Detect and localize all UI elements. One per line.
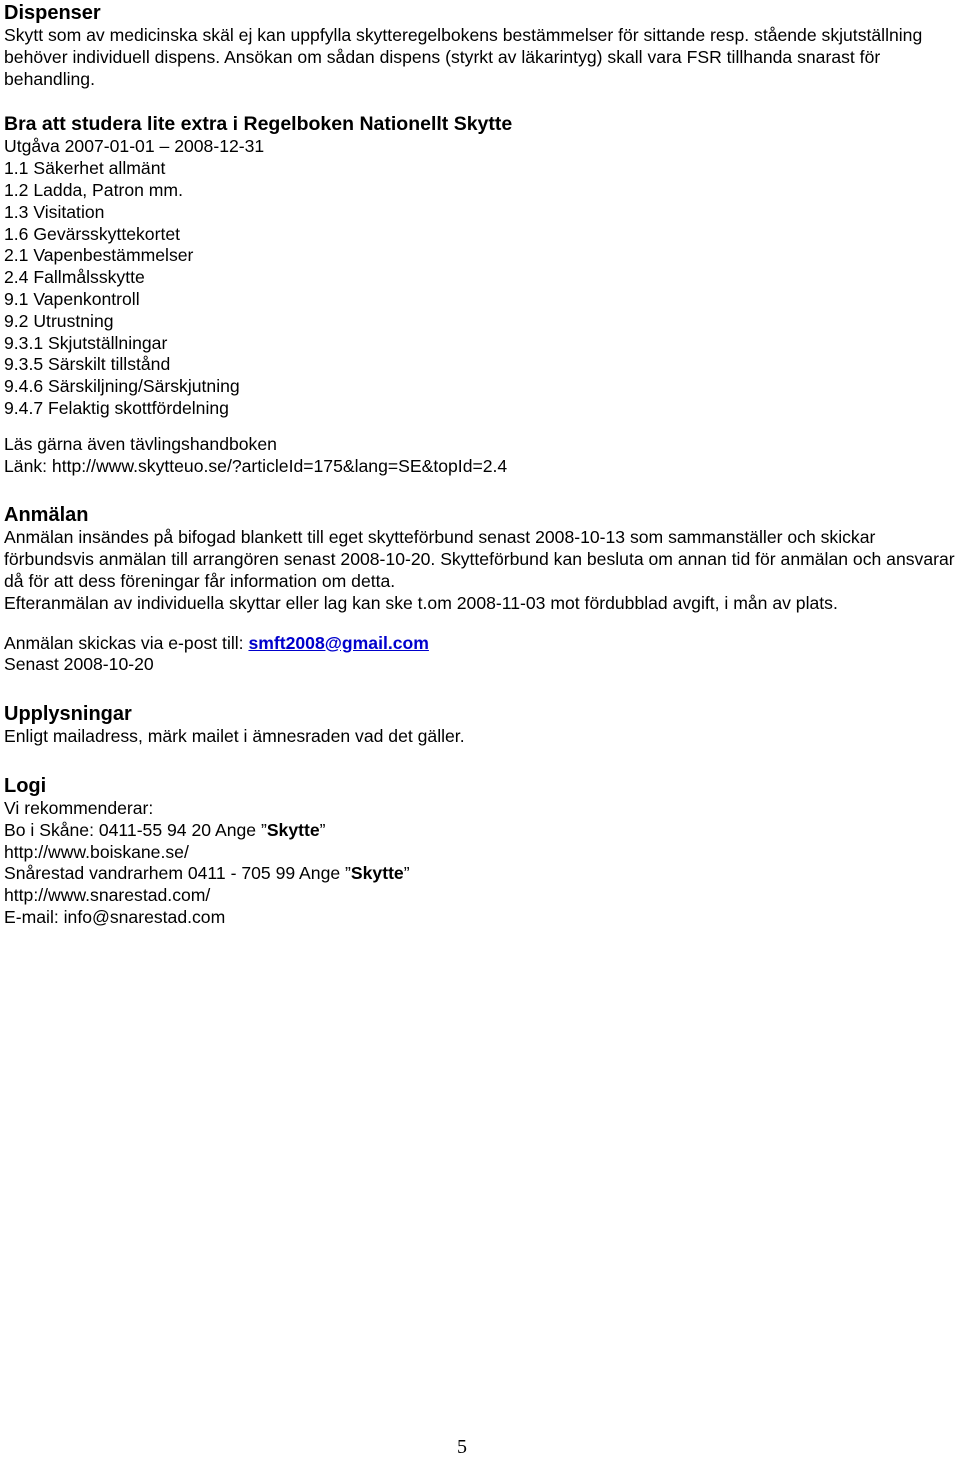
logi-line-1-keyword: Skytte <box>266 819 320 840</box>
logi-email: E-mail: info@snarestad.com <box>4 906 226 927</box>
logi-line-2-keyword: Skytte <box>350 863 404 884</box>
study-list-item: 2.4 Fallmålsskytte <box>4 267 145 288</box>
upplysningar-heading: Upplysningar <box>4 703 132 726</box>
study-list <box>4 158 956 420</box>
logi-line-2 <box>4 863 956 885</box>
study-list-item: 1.3 Visitation <box>4 201 105 222</box>
study-section <box>4 112 956 477</box>
study-list-item: 2.1 Vapenbestämmelser <box>4 245 194 266</box>
email-link[interactable]: smft2008@gmail.com <box>248 632 429 653</box>
dispenser-heading: Dispenser <box>4 2 101 24</box>
anmalan-heading: Anmälan <box>4 504 89 527</box>
logi-line-1 <box>4 820 956 842</box>
email-prefix: Anmälan skickas via e-post till: <box>4 632 249 653</box>
page-number-text: 5 <box>457 1436 467 1458</box>
study-list-item: 1.6 Gevärsskyttekortet <box>4 223 181 244</box>
upplysningar-section <box>4 702 956 748</box>
study-list-item: 9.4.7 Felaktig skottfördelning <box>4 397 229 418</box>
logi-line-1-quote: ” <box>319 819 326 840</box>
dispenser-text: Skytt som av medicinska skäl ej kan uppfylla skytteregelbokens bestämmelser för sittande resp. stående skjutställning behöver individuell dispens. Ansökan om sådan dispens (styrkt av läkarintyg) skall vara FSR tillhanda snarast för behandling. <box>4 25 923 89</box>
logi-intro: Vi rekommenderar: <box>4 797 154 818</box>
deadline-text: Senast 2008-10-20 <box>4 654 154 675</box>
study-list-item: 9.4.6 Särskiljning/Särskjutning <box>4 376 240 397</box>
study-list-item: 1.2 Ladda, Patron mm. <box>4 179 183 200</box>
also-read-text: Läs gärna även tävlingshandboken <box>4 433 277 454</box>
logi-url-1: http://www.boiskane.se/ <box>4 841 189 862</box>
anmalan-text: Anmälan insändes på bifogad blankett till eget skytteförbund senast 2008-10-13 som sammanställer och skickar förbundsvis anmälan till arrangören senast 2008-10-20. Skytteförbund kan besluta om annan tid för anmälan och ansvarar då för att dess föreningar får information om detta. <box>4 527 955 591</box>
logi-section <box>4 774 956 929</box>
study-list-item: 9.3.1 Skjutställningar <box>4 332 168 353</box>
dispenser-section <box>4 1 956 90</box>
logi-line-2-quote: ” <box>403 863 410 884</box>
study-list-item: 9.1 Vapenkontroll <box>4 288 140 309</box>
email-line <box>4 633 956 655</box>
logi-url-2: http://www.snarestad.com/ <box>4 885 211 906</box>
document-page <box>4 0 956 929</box>
anmalan-section <box>4 503 956 676</box>
logi-line-1-text: Bo i Skåne: 0411-55 94 20 Ange ” <box>4 819 267 840</box>
study-edition: Utgåva 2007-01-01 – 2008-12-31 <box>4 136 265 157</box>
study-list-item: 9.2 Utrustning <box>4 310 114 331</box>
study-list-item: 9.3.5 Särskilt tillstånd <box>4 354 171 375</box>
study-list-item: 1.1 Säkerhet allmänt <box>4 158 166 179</box>
page-number <box>0 1436 960 1458</box>
logi-line-2-text: Snårestad vandrarhem 0411 - 705 99 Ange ” <box>4 863 351 884</box>
efteranmalan-text: Efteranmälan av individuella skyttar eller lag kan ske t.om 2008-11-03 mot fördubblad avgift, i mån av plats. <box>4 592 838 613</box>
study-heading: Bra att studera lite extra i Regelboken Nationellt Skytte <box>4 113 513 136</box>
handbook-link-text: Länk: http://www.skytteuo.se/?articleId=175&lang=SE&topId=2.4 <box>4 455 508 476</box>
upplysningar-text: Enligt mailadress, märk mailet i ämnesraden vad det gäller. <box>4 726 465 747</box>
logi-heading: Logi <box>4 774 47 797</box>
